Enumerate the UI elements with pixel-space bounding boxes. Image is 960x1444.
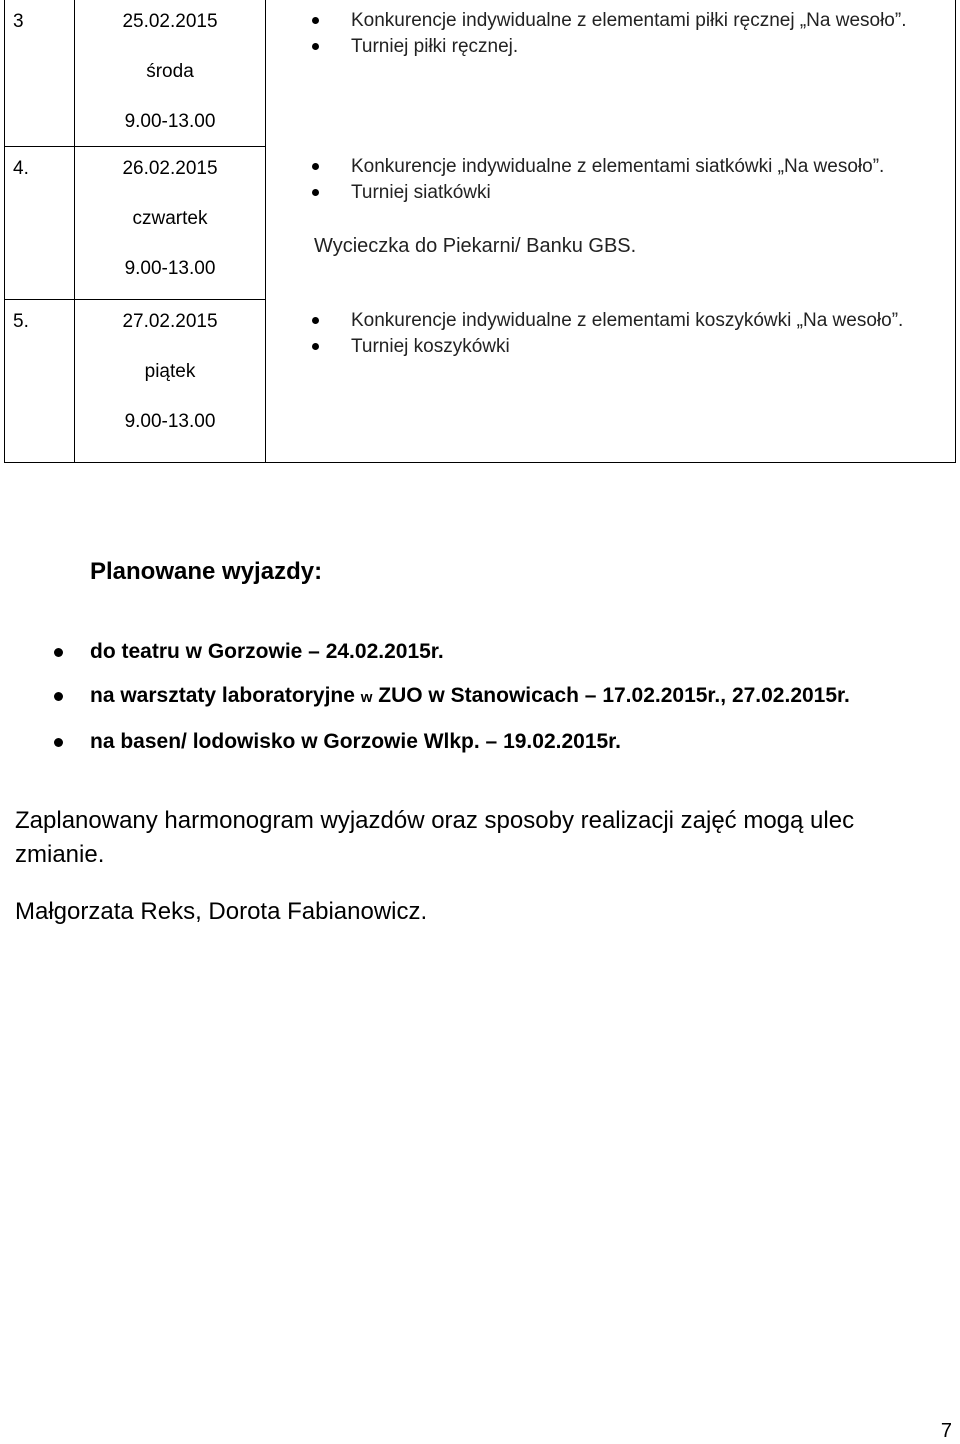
date: 27.02.2015 [122,311,218,333]
trip-item [0,638,850,666]
row-number-cell [5,300,75,463]
activity-item: Konkurencje indywidualne z elementami siatkówki „Na wesoło”. [310,154,955,180]
trip-item [0,728,850,756]
row-number-cell [5,146,75,300]
time-range: 9.00-13.00 [124,411,216,433]
activities-cell [266,300,956,463]
date-cell [75,0,266,146]
trip-text: na basen/ lodowisko w Gorzowie Wlkp. – 19.02.2015r. [90,730,622,753]
trip-text: na warsztaty laboratoryjne [90,684,361,707]
trip-text-small: w [360,689,373,706]
activities-cell [266,146,956,300]
activity-item: Turniej piłki ręcznej. [310,34,955,60]
date-cell [75,146,266,300]
trip-note: Wycieczka do Piekarni/ Banku GBS. [314,235,637,258]
trip-item [0,682,850,712]
trip-text: ZUO w Stanowicach – 17.02.2015r., 27.02.2015r. [372,684,850,707]
activity-item: Turniej koszykówki [310,334,955,360]
time-range: 9.00-13.00 [124,111,216,132]
planned-trips-title: Planowane wyjazdy: [90,558,323,585]
date: 26.02.2015 [122,157,218,179]
activity-item: Turniej siatkówki [310,180,955,206]
weekday: środa [146,61,194,82]
date-cell [75,300,266,463]
planned-trips-list [0,638,850,753]
weekday: czwartek [132,207,208,229]
row-number: 4. [13,157,29,179]
row-number-cell [5,0,75,146]
row-number: 3 [13,11,24,32]
activity-item: Konkurencje indywidualne z elementami koszykówki „Na wesoło”. [310,308,955,334]
signature: Małgorzata Reks, Dorota Fabianowicz. [15,898,428,925]
schedule-row [5,0,956,146]
schedule-change-note: Zaplanowany harmonogram wyjazdów oraz sposoby realizacji zajęć mogą ulec zmianie. [15,807,855,868]
schedule-row [5,146,956,300]
trip-text: do teatru w Gorzowie – 24.02.2015r. [90,640,444,663]
row-number: 5. [13,311,29,333]
schedule-row [5,300,956,463]
schedule-table [4,0,956,463]
date: 25.02.2015 [122,11,218,32]
activity-item: Konkurencje indywidualne z elementami piłki ręcznej „Na wesoło”. [310,8,955,34]
weekday: piątek [144,361,196,383]
activities-list [266,0,955,60]
page-number: 7 [940,1420,952,1442]
time-range: 9.00-13.00 [124,257,216,279]
activities-cell [266,0,956,146]
activities-list [266,146,955,206]
activities-list [266,300,955,360]
